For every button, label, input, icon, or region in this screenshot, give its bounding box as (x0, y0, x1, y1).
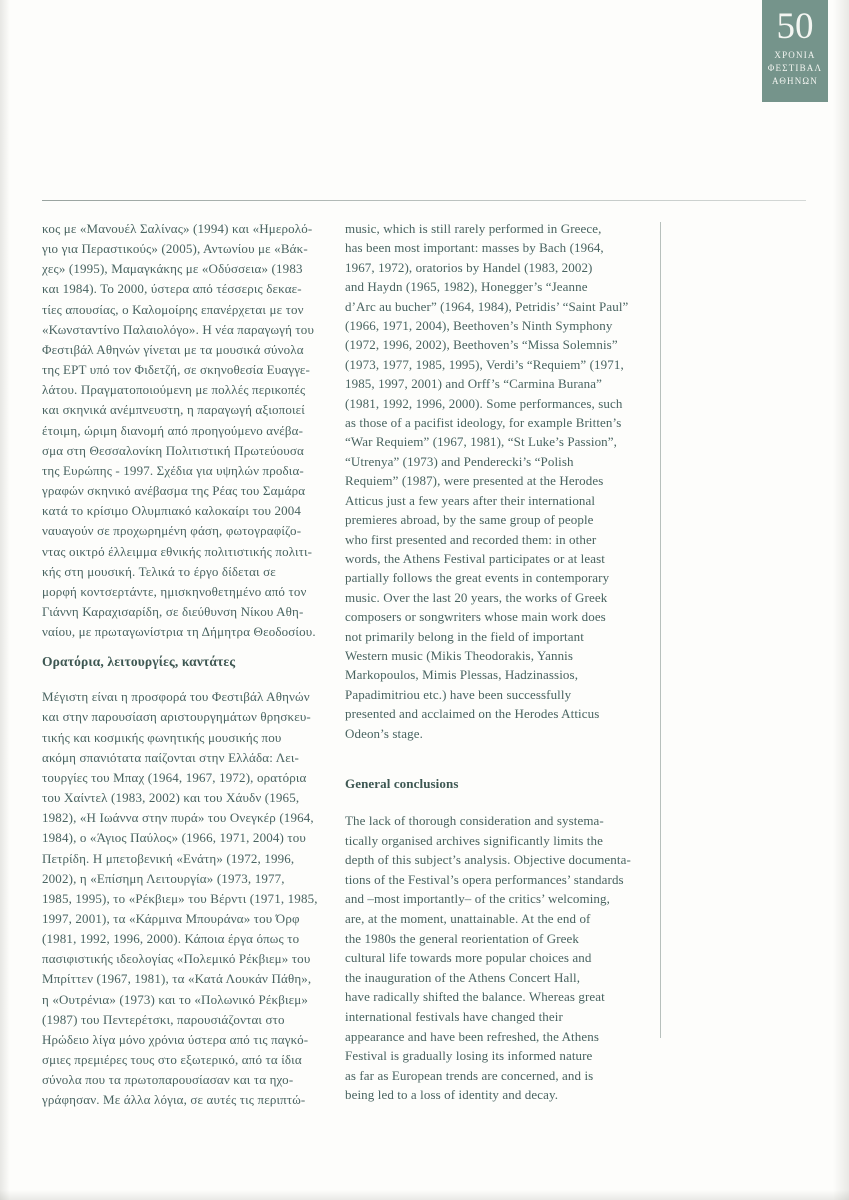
text-line: appearance and have been refreshed, the Athens (345, 1028, 599, 1044)
text-line: 1985, 1997, 2001) and Orff’s “Carmina Burana” (345, 376, 602, 392)
text-line: Ηρώδειο λίγα μόνο χρόνια ύστερα από τις παγκό- (42, 1031, 309, 1047)
page-edge-shadow-left (0, 0, 10, 1200)
text-line: 1984), ο «Άγιος Παύλος» (1966, 1971, 2004) του (42, 830, 307, 846)
right-column-english (345, 219, 647, 1105)
text-line: Odeon’s stage. (345, 725, 423, 741)
text-line: κής στη μουσική. Τελικά το έργο δίδεται σε (42, 563, 276, 579)
text-line: 2002), η «Επίσημη Λειτουργία» (1973, 1977, (42, 870, 285, 886)
text-line: ναυαγούν σε προχωρημένη φάση, φωτογραφίζο- (42, 523, 302, 539)
text-line: depth of this subject’s analysis. Objective documenta- (345, 852, 631, 868)
text-line: 1997, 2001), τα «Κάρμινα Μπουράνα» του Όρφ (42, 911, 300, 926)
text-line: and Haydn (1965, 1982), Honegger’s “Jeanne (345, 279, 588, 295)
text-line: χες» (1995), Μαμαγκάκης με «Οδύσσεια» (1983 (42, 261, 303, 277)
text-line: (1987) του Πεντερέτσκι, παρουσιάζονται στο (42, 1011, 285, 1027)
text-line: τίες απουσίας, ο Καλομοίρης επανέρχεται με τον (42, 301, 304, 317)
text-line: are, at the moment, unattainable. At the end of (345, 910, 591, 926)
text-line: η «Ουτρένια» (1973) και το «Πολωνικό Ρέκβιεμ» (42, 991, 309, 1007)
text-line: 1982), «Η Ιωάννα στην πυρά» του Ονεγκέρ (1964, (42, 810, 314, 826)
text-line: σμα στη Θεσσαλονίκη Πολιτιστική Πρωτεύουσα (42, 442, 304, 458)
text-line: “Utrenya” (1973) and Penderecki’s “Polish (345, 453, 574, 469)
text-line: Markopoulos, Mimis Plessas, Hadzinassios, (345, 667, 579, 683)
english-paragraph-2 (345, 811, 647, 1105)
text-line: words, the Athens Festival participates or at least (345, 550, 605, 566)
text-line: (1972, 1996, 2002), Beethoven’s “Missa Solemnis” (345, 337, 618, 353)
badge-line-athinon: ΑΘΗΝΩΝ (771, 76, 819, 86)
text-line: the 1980s the general reorientation of Greek (345, 930, 579, 946)
text-line: σύνολα που τα πρωτοπαρουσίασαν και τα ηχο- (42, 1072, 294, 1088)
text-line: Μέγιστη είναι η προσφορά του Φεστιβάλ Αθηνών (42, 689, 310, 705)
text-line: κος με «Μανουέλ Σαλίνας» (1994) και «Ημερολό- (42, 221, 313, 236)
text-line: and –most importantly– of the critics’ welcoming, (345, 891, 610, 907)
badge-line-xronia: ΧΡΟΝΙΑ (774, 50, 816, 60)
text-line: μορφή κοντσερτάντε, ημισκηνοθετημένο από τον (42, 583, 307, 599)
text-line: ναίου, με πρωταγωνίστρια τη Δήμητρα Θεοδοσίου. (42, 624, 316, 640)
text-line: (1966, 1971, 2004), Beethoven’s Ninth Symphony (345, 318, 613, 334)
text-line: κατά το κρίσιμο Ολυμπιακό καλοκαίρι του 2004 (42, 503, 302, 519)
greek-paragraph-1 (42, 219, 334, 642)
text-line: και σκηνικά ανέμπνευστη, η παραγωγή αξιοποιεί (42, 402, 305, 418)
text-line: Requiem” (1987), were presented at the Herodes (345, 473, 604, 489)
left-column-greek (42, 219, 334, 1111)
text-line: Papadimitriou etc.) have been successfully (345, 686, 572, 702)
text-line: και στην παρουσίαση αριστουργημάτων θρησκευ- (42, 709, 311, 725)
horizontal-rule (42, 200, 806, 201)
text-line: 1985, 1995), το «Ρέκβιεμ» του Βέρντι (1971, 1985, (42, 890, 318, 906)
text-line: 1967, 1972), oratorios by Handel (1983, 2002) (345, 259, 593, 275)
page-edge-shadow-bottom (0, 1190, 849, 1200)
text-line: τουργίες του Μπαχ (1964, 1967, 1972), ορατόρια (42, 769, 307, 785)
badge-number: 50 (776, 6, 814, 47)
english-section-heading: General conclusions (345, 775, 459, 791)
text-line: (1981, 1992, 1996, 2000). Κάποια έργα όπως το (42, 931, 300, 947)
text-line: The lack of thorough consideration and systema- (345, 812, 604, 828)
text-line: international festivals have changed their (345, 1008, 563, 1024)
text-line: as far as European trends are concerned, and is (345, 1067, 594, 1083)
text-line: Φεστιβάλ Αθηνών γίνεται με τα μουσικά σύνολα (42, 341, 304, 357)
text-line: λάτου. Πραγματοποιούμενη με πολλές περικοπές (42, 382, 306, 398)
text-line: «Κωνσταντίνο Παλαιολόγο». Η νέα παραγωγή του (42, 321, 315, 337)
text-line: ακόμη σπανιότατα παίζονται στην Ελλάδα: Λει- (42, 749, 300, 765)
badge-line-festival: ΦΕΣΤΙΒΑΛ (767, 63, 823, 73)
text-line: has been most important: masses by Bach (1964, (345, 240, 604, 256)
text-line: tically organised archives significantly limits the (345, 832, 603, 848)
text-line: Γιάννη Καραχισαρίδη, σε διεύθυνση Νίκου Αθη- (42, 603, 304, 619)
text-line: γιο για Περαστικούς» (2005), Αντωνίου με «Βάκ- (42, 241, 308, 257)
text-line: being led to a loss of identity and decay. (345, 1087, 559, 1103)
text-line: τικής και κοσμικής φωνητικής μουσικής που (42, 729, 282, 745)
text-line: “War Requiem” (1967, 1981), “St Luke’s Passion”, (345, 434, 618, 450)
text-line: presented and acclaimed on the Herodes Atticus (345, 706, 600, 722)
text-line: Atticus just a few years after their international (345, 492, 596, 508)
text-line: partially follows the great events in contemporary (345, 570, 610, 586)
text-line: who first presented and recorded them: in other (345, 531, 597, 547)
text-line: γράφησαν. Με άλλα λόγια, σε αυτές τις περιπτώ- (42, 1092, 306, 1108)
text-line: tions of the Festival’s opera performances’ standards (345, 871, 624, 887)
text-line: not primarily belong in the field of important (345, 628, 584, 644)
english-paragraph-1 (345, 219, 647, 743)
text-line: Western music (Mikis Theodorakis, Yannis (345, 647, 574, 663)
text-line: music, which is still rarely performed in Greece, (345, 221, 602, 236)
text-line: d’Arc au bucher” (1964, 1984), Petridis’ “Saint Paul” (345, 298, 629, 314)
text-line: και 1984). Το 2000, ύστερα από τέσσερις δεκαε- (42, 281, 302, 297)
text-line: have radically shifted the balance. Whereas great (345, 989, 605, 1005)
vertical-rule (660, 222, 661, 1038)
text-line: γραφών σκηνικό ανέβασμα της Ρέας του Σαμάρα (42, 483, 306, 499)
text-line: ντας οικτρό έλλειμμα εθνικής πολιτιστικής πολιτι- (42, 543, 313, 559)
text-line: της Ευρώπης - 1997. Σχέδια για υψηλών προδια- (42, 462, 304, 478)
greek-paragraph-2 (42, 687, 334, 1110)
text-line: Festival is gradually losing its informed nature (345, 1048, 593, 1064)
anniversary-badge (762, 0, 828, 102)
text-line: σμιες πρεμιέρες τους στο εξωτερικό, από τα ίδια (42, 1052, 302, 1068)
text-line: (1981, 1992, 1996, 2000). Some performances, such (345, 395, 623, 411)
text-line: music. Over the last 20 years, the works of Greek (345, 589, 608, 605)
text-line: της ΕΡΤ υπό τον Φιδετζή, σε σκηνοθεσία Ευαγγε- (42, 362, 310, 378)
text-line: premieres abroad, by the same group of people (345, 512, 594, 528)
text-line: as those of a pacifist ideology, for example Britten’s (345, 415, 622, 431)
text-line: composers or songwriters whose main work does (345, 609, 606, 625)
text-line: the inauguration of the Athens Concert Hall, (345, 969, 581, 985)
text-line: (1973, 1977, 1985, 1995), Verdi’s “Requiem” (1971, (345, 356, 624, 372)
text-line: Μπρίττεν (1967, 1981), τα «Κατά Λουκάν Πάθη», (42, 971, 312, 987)
text-line: Πετρίδη. Η μπετοβενική «Ενάτη» (1972, 1996, (42, 850, 295, 866)
greek-section-heading: Ορατόρια, λειτουργίες, καντάτες (42, 654, 236, 670)
text-line: πασιφιστικής ιδεολογίας «Πολεμικό Ρέκβιεμ» του (42, 951, 311, 967)
text-line: του Χαίντελ (1983, 2002) και του Χάυδν (1965, (42, 790, 300, 806)
text-line: έτοιμη, ώριμη διανομή από προηγούμενο ανέβα- (42, 422, 304, 438)
page-edge-shadow-right (833, 0, 849, 1200)
text-line: cultural life towards more popular choices and (345, 950, 592, 966)
